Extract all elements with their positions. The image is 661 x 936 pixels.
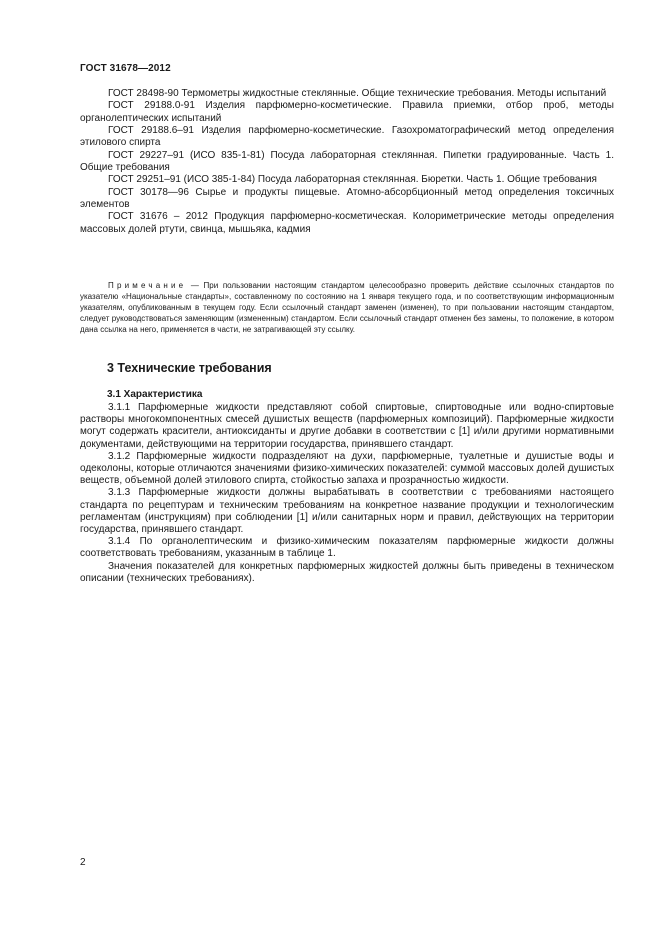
note-block xyxy=(80,280,614,335)
note-label: Примечание xyxy=(108,281,187,290)
body-paragraph: 3.1.1 Парфюмерные жидкости представляют собой спиртовые, спиртоводные или водно-спиртовые растворы многокомпонентных смесей душистых веществ (парфюмерных композиций). Парфюмерные жидкости могут содержать красители, антиоксиданты и другие добавки в соответствии с [1] и/или другими нормативными документами, действующими на территории государства, принявшего стандарт. xyxy=(80,402,614,450)
note-text: — При пользовании настоящим стандартом целесообразно проверить действие ссылочных стандартов по указателю «Национальные стандарты», составленному по состоянию на 1 января текущего года, и по соответствующим информационным указателям, опубликованным в текущем году. Если ссылочный стандарт заменен (изменен), то при пользовании настоящим стандартом, следует руководствоваться заменяющим (измененным) стандартом. Если ссылочный стандарт отменен без замены, то положение, в котором дана ссылка на него, применяется в части, не затрагивающей эту ссылку. xyxy=(80,281,614,335)
page-number: 2 xyxy=(80,857,86,868)
note-paragraph xyxy=(80,280,614,335)
reference-item: ГОСТ 29251–91 (ИСО 385-1-84) Посуда лабораторная стеклянная. Бюретки. Часть 1. Общие требования xyxy=(108,174,597,186)
body-paragraph: 3.1.4 По органолептическим и физико-химическим показателям парфюмерные жидкости должны соответствовать требованиям, указанным в таблице 1. xyxy=(80,536,614,560)
document-header: ГОСТ 31678—2012 xyxy=(80,63,171,74)
normative-references-list xyxy=(80,88,614,236)
reference-item: ГОСТ 29227–91 (ИСО 835-1-81) Посуда лабораторная стеклянная. Пипетки градуированные. Часть 1. Общие требования xyxy=(80,149,614,174)
section-title: 3 Технические требования xyxy=(107,361,272,375)
body-paragraph: 3.1.3 Парфюмерные жидкости должны вырабатывать в соответствии с требованиями настоящего стандарта по рецептурам и техническим требованиям на конкретное название продукции и технологическим регламентам (инструкциям) при соблюдении [1] и/или санитарных норм и правил, действующих на территории государства, принявшего стандарт. xyxy=(80,487,614,536)
reference-item: ГОСТ 31676 – 2012 Продукция парфюмерно-косметическая. Колориметрические методы определения массовых долей ртути, свинца, мышьяка, кадмия xyxy=(80,211,614,235)
body-paragraph: 3.1.2 Парфюмерные жидкости подразделяют на духи, парфюмерные, туалетные и душистые воды и одеколоны, которые отличаются значениями физико-химических показателей: суммой массовых долей душистых веществ, объемной долей этилового спирта, стойкостью запаха и прозрачностью жидкости. xyxy=(80,450,614,487)
reference-item: ГОСТ 28498-90 Термометры жидкостные стеклянные. Общие технические требования. Методы испытаний xyxy=(108,88,607,99)
reference-item: ГОСТ 30178—96 Сырье и продукты пищевые. Атомно-абсорбционный метод определения токсичных элементов xyxy=(80,186,614,211)
section-body xyxy=(80,402,614,585)
reference-item: ГОСТ 29188.6–91 Изделия парфюмерно-косметические. Газохроматографический метод определения этилового спирта xyxy=(80,125,614,149)
reference-item: ГОСТ 29188.0-91 Изделия парфюмерно-косметические. Правила приемки, отбор проб, методы органолептических испытаний xyxy=(80,100,614,124)
body-paragraph: Значения показателей для конкретных парфюмерных жидкостей должны быть приведены в техническом описании (технических требованиях). xyxy=(80,560,614,584)
subsection-title: 3.1 Характеристика xyxy=(107,389,203,400)
